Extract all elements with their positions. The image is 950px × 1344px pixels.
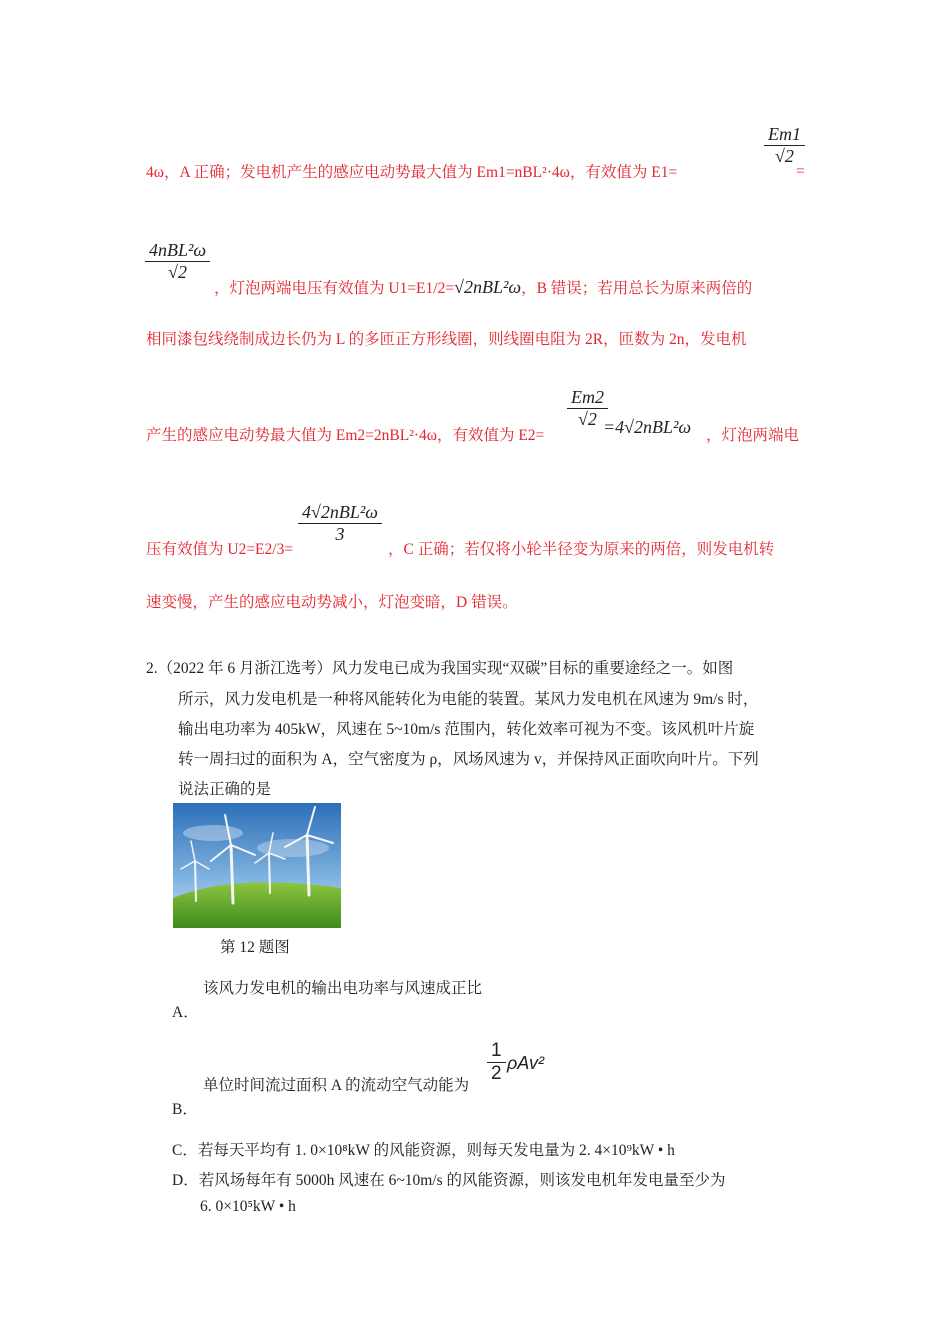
fraction-4root2nbl2w-over-3 <box>298 502 382 545</box>
solution-line-4-expr: =4√2nBL²ω <box>603 417 692 437</box>
fraction-numerator: 1 <box>487 1040 506 1063</box>
option-c-text: C．若每天平均有 1. 0×10⁸kW 的风能资源，则每天发电量为 2. 4×10⁹kW • h <box>172 1142 675 1159</box>
solution-line-2-expr: √2nBL²ω <box>454 277 522 297</box>
fraction-em1-over-root2 <box>764 124 805 167</box>
option-b-text: 单位时间流过面积 A 的流动空气动能为 <box>203 1077 470 1094</box>
question-line-1: 2.（2022 年 6 月浙江选考）风力发电已成为我国实现“双碳”目标的重要途经之一。如图 <box>146 660 734 677</box>
solution-line-5-text-a: 压有效值为 U2=E2/3= <box>146 541 294 558</box>
solution-line-3 <box>146 327 746 349</box>
solution-line-3-text: 相同漆包线绕制成边长仍为 L 的多匝正方形线圈，则线圈电阻为 2R，匝数为 2n，发电机 <box>146 331 747 348</box>
option-b-expr: ρAv² <box>507 1053 544 1073</box>
solution-line-4 <box>146 423 544 445</box>
solution-line-4-text-b: ，灯泡两端电 <box>706 427 800 444</box>
solution-line-4-text-a: 产生的感应电动势最大值为 Em2=2nBL²·4ω，有效值为 E2= <box>146 427 545 444</box>
option-a-letter: A． <box>172 1004 199 1021</box>
solution-line-2 <box>214 276 752 298</box>
solution-line-1-text: 4ω，A 正确；发电机产生的感应电动势最大值为 Em1=nBL²·4ω，有效值为 E1= <box>146 164 678 181</box>
solution-line-2-text-a: ，灯泡两端电压有效值为 U1=E1/2= <box>214 280 455 297</box>
option-b-letter: B． <box>172 1101 198 1118</box>
option-d-text-2: 6. 0×10⁵kW • h <box>200 1198 296 1215</box>
wind-turbine-photo <box>173 803 341 928</box>
fraction-denominator: 3 <box>335 524 345 544</box>
fraction-numerator: Em2 <box>567 387 608 409</box>
fraction-denominator: √2 <box>168 262 187 282</box>
question-line-4: 转一周扫过的面积为 A，空气密度为 ρ，风场风速为 v，并保持风正面吹向叶片。下列 <box>178 751 759 768</box>
figure-caption: 第 12 题图 <box>220 939 290 956</box>
fraction-denominator: √2 <box>775 146 794 166</box>
fraction-numerator: Em1 <box>764 124 805 146</box>
question-line-5: 说法正确的是 <box>178 781 272 798</box>
option-d-text: D．若风场每年有 5000h 风速在 6~10m/s 的风能资源，则该发电机年发电量至少为 <box>172 1172 726 1189</box>
fraction-numerator: 4nBL²ω <box>145 240 210 262</box>
equals-sign: = <box>796 163 805 180</box>
solution-line-6-text: 速变慢，产生的感应电动势减小，灯泡变暗，D 错误。 <box>146 594 518 611</box>
solution-line-5-text-b: ，C 正确；若仅将小轮半径变为原来的两倍，则发电机转 <box>388 541 775 558</box>
fraction-em2-over-root2 <box>567 387 608 430</box>
fraction-one-half <box>487 1040 506 1085</box>
solution-line-6 <box>146 590 518 612</box>
fraction-denominator: √2 <box>578 409 597 429</box>
fraction-numerator: 4√2nBL²ω <box>298 502 382 524</box>
solution-line-5 <box>146 537 293 559</box>
fraction-denominator: 2 <box>491 1063 502 1084</box>
fraction-4nbl2w-over-root2 <box>145 240 210 283</box>
option-a-text: 该风力发电机的输出电功率与风速成正比 <box>203 980 483 997</box>
question-line-3: 输出电功率为 405kW，风速在 5~10m/s 范围内，转化效率可视为不变。该风机叶片旋 <box>178 721 755 738</box>
solution-line-2-text-b: ，B 错误；若用总长为原来两倍的 <box>521 280 753 297</box>
question-line-2: 所示，风力发电机是一种将风能转化为电能的装置。某风力发电机在风速为 9m/s 时， <box>178 691 759 708</box>
solution-line-1 <box>146 160 677 182</box>
